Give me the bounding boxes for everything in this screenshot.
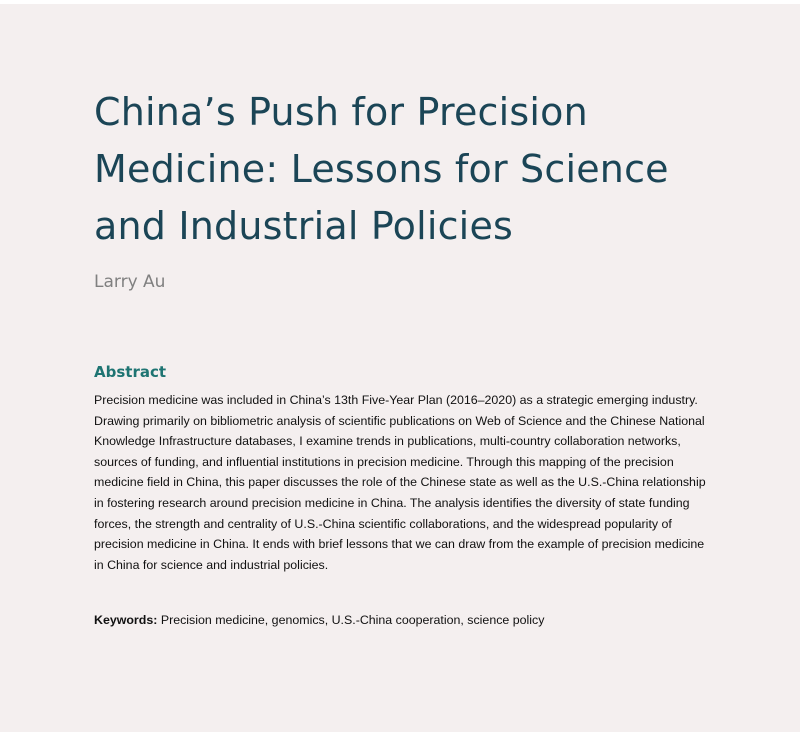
paper-title: China’s Push for Precision Medicine: Lessons for Science and Industrial Policies [94, 90, 669, 248]
author-name: Larry Au [94, 272, 166, 292]
paper-page [0, 4, 800, 732]
keywords-line [94, 610, 714, 630]
abstract-text: Precision medicine was included in China’s 13th Five-Year Plan (2016–2020) as a strategic emerging industry. Drawing primarily on bibliometric analysis of scientific publications on Web of Science and the Chinese National Knowledge Infrastructure databases, I examine trends in publications, multi-country collaboration networks, sources of funding, and influential institutions in precision medicine. Through this mapping of the precision medicine field in China, this paper discusses the role of the Chinese state as well as the U.S.-China relationship in fostering research around precision medicine in China. The analysis identifies the diversity of state funding forces, the strength and centrality of U.S.-China scientific collaborations, and the widespread popularity of precision medicine in China. It ends with brief lessons that we can draw from the example of precision medicine in China for science and industrial policies. [94, 393, 706, 572]
abstract-heading: Abstract [94, 363, 167, 381]
keywords-text: Precision medicine, genomics, U.S.-China cooperation, science policy [160, 613, 545, 627]
keywords-label: Keywords: [94, 613, 158, 627]
